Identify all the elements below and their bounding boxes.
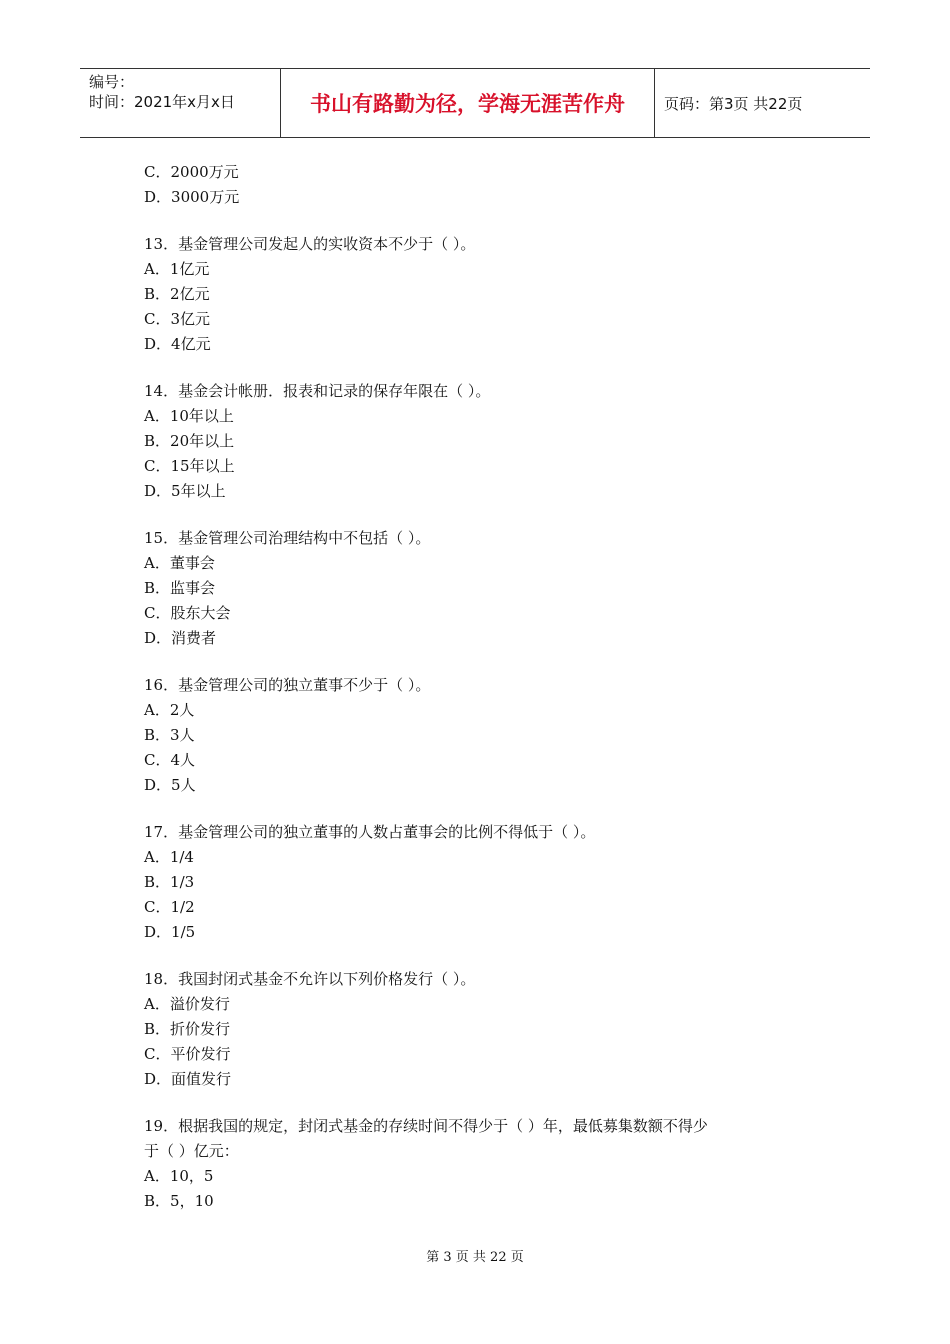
option-line: B．1/3 [144,873,195,891]
option-line: D．5人 [144,776,196,794]
option-line: B．折价发行 [144,1020,231,1038]
option-line: D．消费者 [144,629,217,647]
document-time-label: 时间：2021年x月x日 [89,93,235,111]
option-line: D．3000万元 [144,188,240,206]
option-line: D．5年以上 [144,482,226,500]
option-line: D．面值发行 [144,1070,232,1088]
option-line: A．10年以上 [144,407,234,425]
option-line: C．1/2 [144,898,195,916]
option-line: C．平价发行 [144,1045,231,1063]
option-line: B．20年以上 [144,432,235,450]
option-line: A．溢价发行 [144,995,230,1013]
option-line: A．2人 [144,701,195,719]
question-text: 17．基金管理公司的独立董事的人数占董事会的比例不得低于（ ）。 [144,823,596,841]
option-line: C．2000万元 [144,163,239,181]
option-line: C．股东大会 [144,604,231,622]
question-text: 15．基金管理公司治理结构中不包括（ ）。 [144,529,431,547]
question-block [144,1114,834,1214]
document-number-label: 编号： [89,73,135,91]
question-text: 14．基金会计帐册．报表和记录的保存年限在（ ）。 [144,382,491,400]
question-block [144,232,834,357]
question-text: 18．我国封闭式基金不允许以下列价格发行（ ）。 [144,970,476,988]
option-line: C．4人 [144,751,196,769]
question-text: 16．基金管理公司的独立董事不少于（ ）。 [144,676,431,694]
header-meta-cell [80,69,281,137]
option-line: B．5，10 [144,1192,214,1210]
option-line: B．3人 [144,726,195,744]
page-footer: 第 3 页 共 22 页 [426,1250,524,1265]
option-line: A．10，5 [144,1167,214,1185]
question-block [144,379,834,504]
header-motto: 书山有路勤为径，学海无涯苦作舟 [281,69,655,137]
option-line: C．3亿元 [144,310,211,328]
option-line: B．监事会 [144,579,216,597]
question-block [144,526,834,651]
question-block [144,673,834,798]
question-list [144,160,834,1214]
question-text: 13．基金管理公司发起人的实收资本不少于（ ）。 [144,235,476,253]
question-text: 于（ ）亿元： [144,1142,239,1160]
option-line: A．1/4 [144,848,194,866]
document-header [80,68,870,138]
leftover-options [144,160,834,210]
question-text: 19．根据我国的规定，封闭式基金的存续时间不得少于（ ）年，最低募集数额不得少 [144,1117,708,1135]
option-line: A．董事会 [144,554,215,572]
question-block [144,967,834,1092]
option-line: D．1/5 [144,923,196,941]
question-block [144,820,834,945]
option-line: D．4亿元 [144,335,211,353]
option-line: B．2亿元 [144,285,210,303]
header-page-info: 页码：第3页 共22页 [664,95,803,113]
option-line: C．15年以上 [144,457,235,475]
option-line: A．1亿元 [144,260,210,278]
